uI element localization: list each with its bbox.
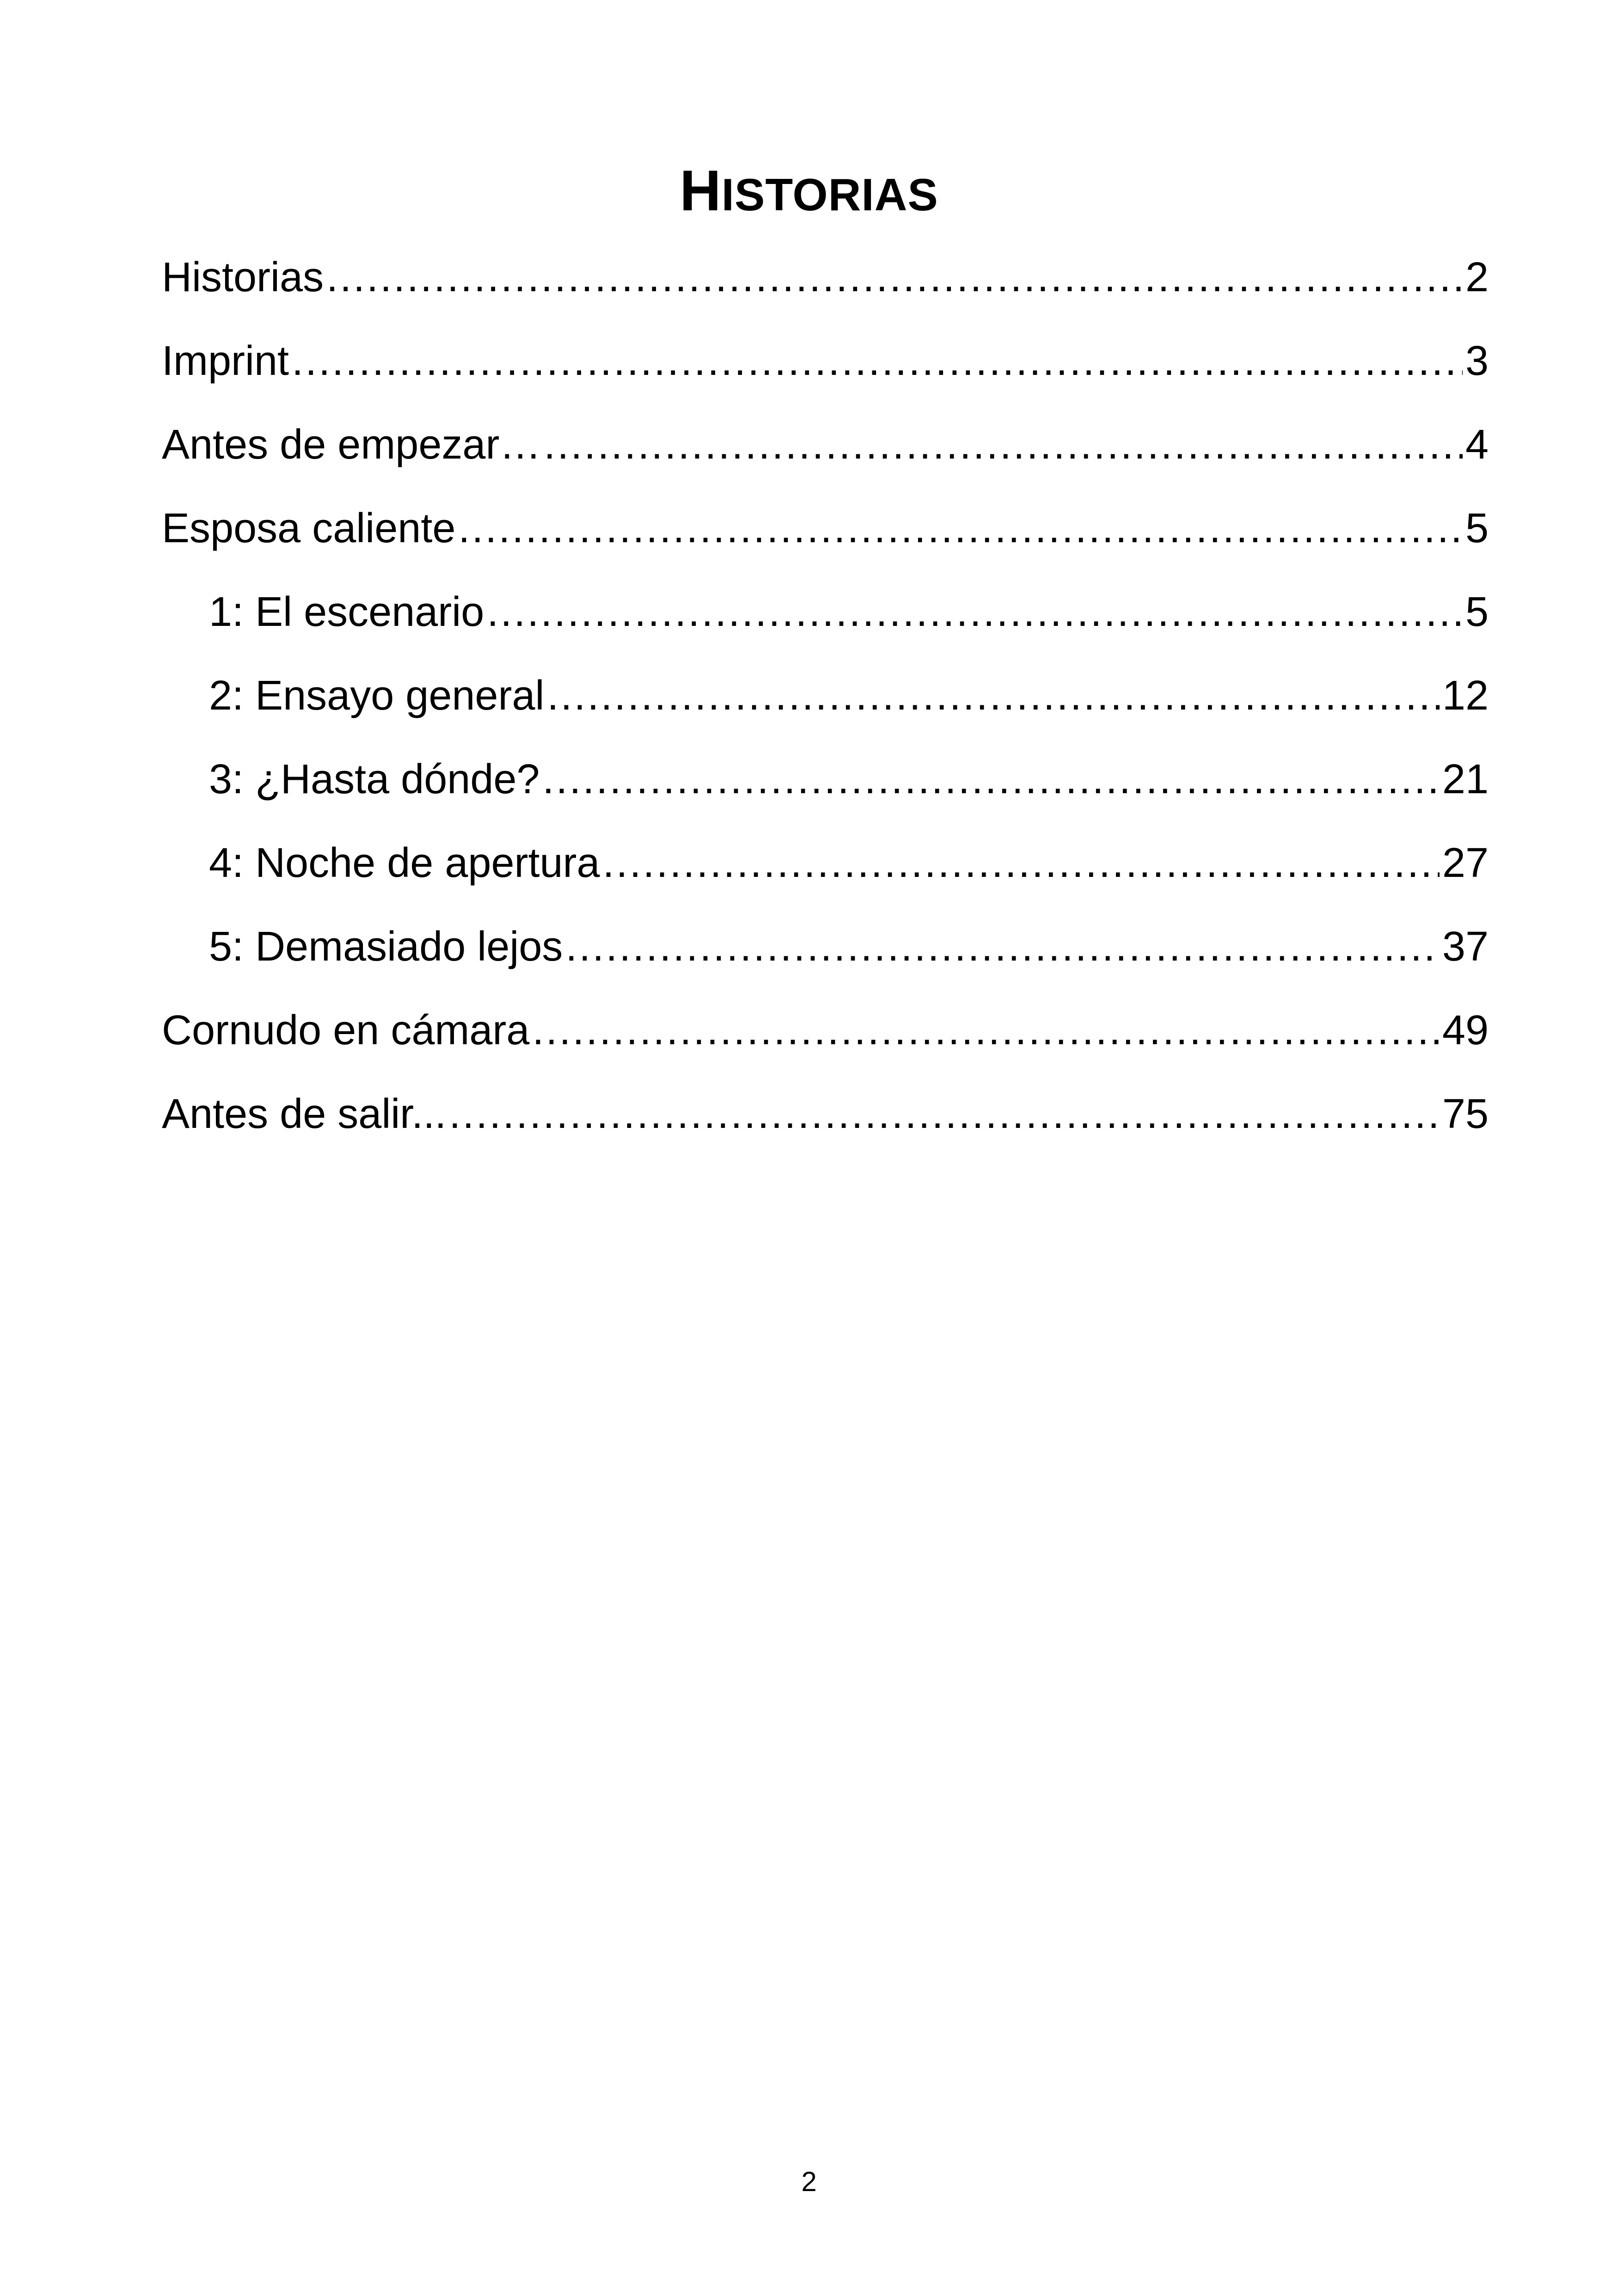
toc-entry-title: 5: Demasiado lejos [209, 924, 563, 970]
toc-entry[interactable] [162, 1003, 1489, 1086]
toc-dot-leader [292, 333, 1463, 389]
toc-entry-title: Antes de empezar… [162, 422, 541, 468]
toc-subentry[interactable] [162, 668, 1489, 752]
toc-entry-page: 3 [1465, 338, 1489, 384]
toc-entry-page: 75 [1442, 1091, 1489, 1137]
toc-entry[interactable] [162, 250, 1489, 333]
toc-entry-title: Historias [162, 254, 324, 300]
toc-dot-leader [532, 1003, 1439, 1058]
toc-entry-page: 5 [1465, 589, 1489, 635]
page-heading-rest: ISTORIAS [721, 169, 938, 220]
page-number: 2 [801, 2166, 817, 2197]
toc-dot-leader [565, 919, 1439, 974]
toc-entry-title: 4: Noche de apertura [209, 840, 600, 886]
toc-entry-page: 4 [1465, 422, 1489, 468]
toc-subentry[interactable] [162, 584, 1489, 668]
page-heading [0, 154, 1618, 232]
toc-entry[interactable] [162, 501, 1489, 584]
table-of-contents [162, 250, 1489, 1170]
page-heading-initial: H [680, 159, 722, 223]
toc-entry-title: 1: El escenario [209, 589, 484, 635]
toc-entry-page: 2 [1465, 254, 1489, 300]
toc-entry[interactable] [162, 417, 1489, 501]
toc-entry-title: 3: ¿Hasta dónde? [209, 756, 540, 802]
toc-dot-leader [458, 501, 1463, 556]
toc-entry-page: 21 [1442, 756, 1489, 802]
toc-entry-page: 12 [1442, 673, 1489, 719]
toc-entry-title: 2: Ensayo general [209, 673, 545, 719]
toc-entry[interactable] [162, 333, 1489, 417]
toc-entry-title: Antes de salir... [162, 1091, 447, 1137]
toc-entry-page: 5 [1465, 505, 1489, 551]
toc-entry-page: 49 [1442, 1007, 1489, 1053]
toc-subentry[interactable] [162, 835, 1489, 919]
toc-entry-title: Cornudo en cámara [162, 1007, 530, 1053]
toc-entry-page: 27 [1442, 840, 1489, 886]
toc-dot-leader [603, 835, 1440, 891]
toc-entry-title: Esposa caliente [162, 505, 456, 551]
toc-entry-page: 37 [1442, 924, 1489, 970]
toc-entry-title: Imprint [162, 338, 289, 384]
toc-entry[interactable] [162, 1086, 1489, 1170]
toc-dot-leader [449, 1086, 1440, 1142]
toc-subentry[interactable] [162, 752, 1489, 835]
toc-dot-leader [544, 417, 1463, 472]
toc-subentry[interactable] [162, 919, 1489, 1003]
toc-dot-leader [547, 668, 1440, 723]
toc-dot-leader [542, 752, 1439, 807]
toc-dot-leader [326, 250, 1463, 305]
toc-dot-leader [487, 584, 1463, 640]
